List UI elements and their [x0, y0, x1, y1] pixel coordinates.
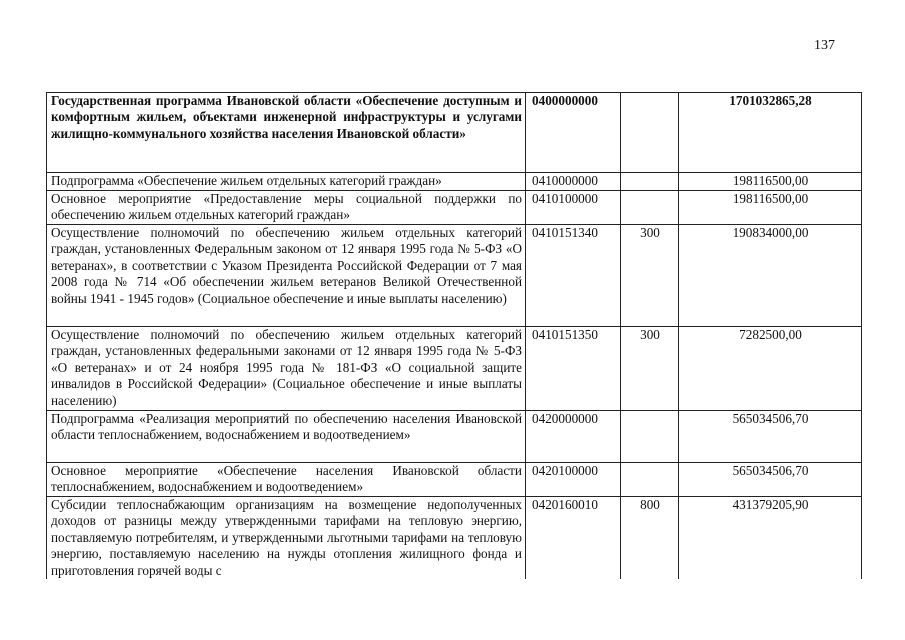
expense-type-cell — [621, 191, 679, 225]
table-row — [47, 497, 862, 580]
table-row — [47, 191, 862, 225]
item-name-cell: Осуществление полномочий по обеспечению жильем отдельных категорий граждан, установленных Федеральным законом от 12 января 1995 года № 5-ФЗ «О ветеранах», в соответствии с Указом Президента Российской Федерации от 7 мая 2008 года № 714 «Об обеспечении жильем ветеранов Великой Отечественной войны 1941 - 1945 годов» (Социальное обеспечение и иные выплаты населению) — [47, 225, 526, 327]
table-row — [47, 411, 862, 463]
item-code-cell: 0420100000 — [526, 463, 621, 497]
item-name-cell: Субсидии теплоснабжающим организациям на возмещение недополученных доходов от разницы между утвержденными тарифами на тепловую энергию, поставляемую потребителям, и утвержденными льготными тарифами на тепловую энергию, поставляемую населению на нужды отопления жилищного фонда и приготовления горячей воды с — [47, 497, 526, 580]
expense-type-cell: 800 — [621, 497, 679, 580]
item-code-cell: 0420160010 — [526, 497, 621, 580]
item-code-cell: 0410151340 — [526, 225, 621, 327]
amount-cell: 565034506,70 — [679, 411, 862, 463]
amount-cell: 198116500,00 — [679, 173, 862, 191]
expense-type-cell — [621, 173, 679, 191]
table-row — [47, 225, 862, 327]
expense-type-cell — [621, 411, 679, 463]
item-name-cell: Подпрограмма «Обеспечение жильем отдельных категорий граждан» — [47, 173, 526, 191]
item-code-cell: 0410151350 — [526, 327, 621, 411]
amount-cell: 198116500,00 — [679, 191, 862, 225]
amount-cell: 190834000,00 — [679, 225, 862, 327]
expense-type-cell — [621, 93, 679, 173]
item-code-cell: 0400000000 — [526, 93, 621, 173]
item-name-cell: Основное мероприятие «Предоставление меры социальной поддержки по обеспечению жильем отдельных категорий граждан» — [47, 191, 526, 225]
amount-cell: 1701032865,28 — [679, 93, 862, 173]
item-code-cell: 0410000000 — [526, 173, 621, 191]
amount-cell: 565034506,70 — [679, 463, 862, 497]
budget-table — [46, 92, 862, 579]
item-code-cell: 0420000000 — [526, 411, 621, 463]
amount-cell: 7282500,00 — [679, 327, 862, 411]
table-row — [47, 93, 862, 173]
amount-cell: 431379205,90 — [679, 497, 862, 580]
page-number: 137 — [814, 38, 835, 53]
expense-type-cell: 300 — [621, 225, 679, 327]
expense-type-cell: 300 — [621, 327, 679, 411]
item-name-cell: Подпрограмма «Реализация мероприятий по обеспечению населения Ивановской области теплоснабжением, водоснабжением и водоотведением» — [47, 411, 526, 463]
table-row — [47, 463, 862, 497]
item-code-cell: 0410100000 — [526, 191, 621, 225]
expense-type-cell — [621, 463, 679, 497]
table-body — [47, 93, 862, 580]
item-name-cell: Основное мероприятие «Обеспечение населения Ивановской области теплоснабжением, водоснабжением и водоотведением» — [47, 463, 526, 497]
table-row — [47, 327, 862, 411]
item-name-cell: Государственная программа Ивановской области «Обеспечение доступным и комфортным жильем, объектами инженерной инфраструктуры и услугами жилищно-коммунального хозяйства населения Ивановской области» — [47, 93, 526, 173]
item-name-cell: Осуществление полномочий по обеспечению жильем отдельных категорий граждан, установленных федеральными законами от 12 января 1995 года № 5-ФЗ «О ветеранах» и от 24 ноября 1995 года № 181-ФЗ «О социальной защите инвалидов в Российской Федерации» (Социальное обеспечение и иные выплаты населению) — [47, 327, 526, 411]
table-row — [47, 173, 862, 191]
